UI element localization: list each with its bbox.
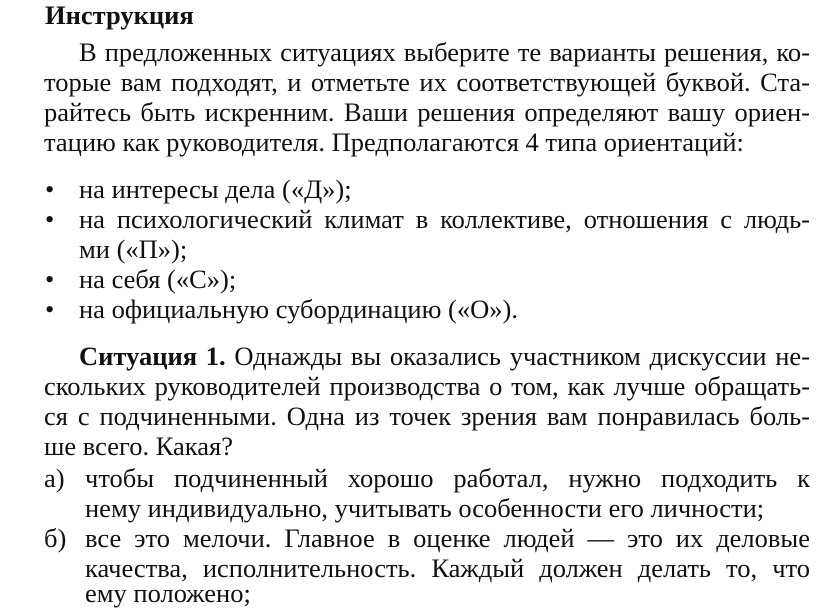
list-item: на психологический климат в коллективе, отношения с людь-: [79, 204, 810, 234]
situation-line: ше всего. Какая?: [44, 431, 233, 461]
bullet-dot: •: [45, 264, 55, 294]
bullet-dot: •: [45, 174, 55, 204]
option-marker: б): [44, 523, 67, 553]
option-marker: а): [44, 463, 65, 493]
bullet-dot: •: [45, 294, 55, 324]
intro-line: торые вам подходят, и отметьте их соответствующей буквой. Ста-: [44, 67, 810, 97]
option-line: все это мелочи. Главное в оценке людей — это их деловые: [85, 523, 810, 553]
intro-line: райтесь быть искренним. Ваши решения определяют вашу ориен-: [44, 97, 810, 127]
option-line: нему индивидуально, учитывать особенности его личности;: [85, 493, 765, 523]
list-item: на интересы дела («Д»);: [79, 174, 352, 204]
situation-label: Ситуация 1.: [79, 341, 226, 371]
situation-line: ся с подчиненными. Одна из точек зрения вам понравилась боль-: [44, 401, 810, 431]
list-item: на официальную субординацию («О»).: [79, 294, 518, 324]
situation-line: скольких руководителей производства о том, как лучше обращать-: [44, 371, 810, 401]
situation-first-line: [79, 341, 810, 371]
intro-line: В предложенных ситуациях выберите те варианты решения, ко-: [79, 37, 810, 67]
option-line: качества, исполнительность. Каждый должен делать то, что: [85, 553, 810, 583]
bullet-dot: •: [45, 204, 55, 234]
list-item-continuation: ми («П»);: [79, 234, 188, 264]
situation-text: Однажды вы оказались участником дискуссии не-: [225, 341, 810, 371]
option-line: чтобы подчиненный хорошо работал, нужно подходить к: [85, 463, 810, 493]
option-line: ему положено;: [85, 578, 251, 608]
heading: Инструкция: [45, 0, 194, 30]
intro-line: тацию как руководителя. Предполагаются 4 типа ориентаций:: [44, 127, 744, 157]
list-item: на себя («С»);: [79, 264, 237, 294]
